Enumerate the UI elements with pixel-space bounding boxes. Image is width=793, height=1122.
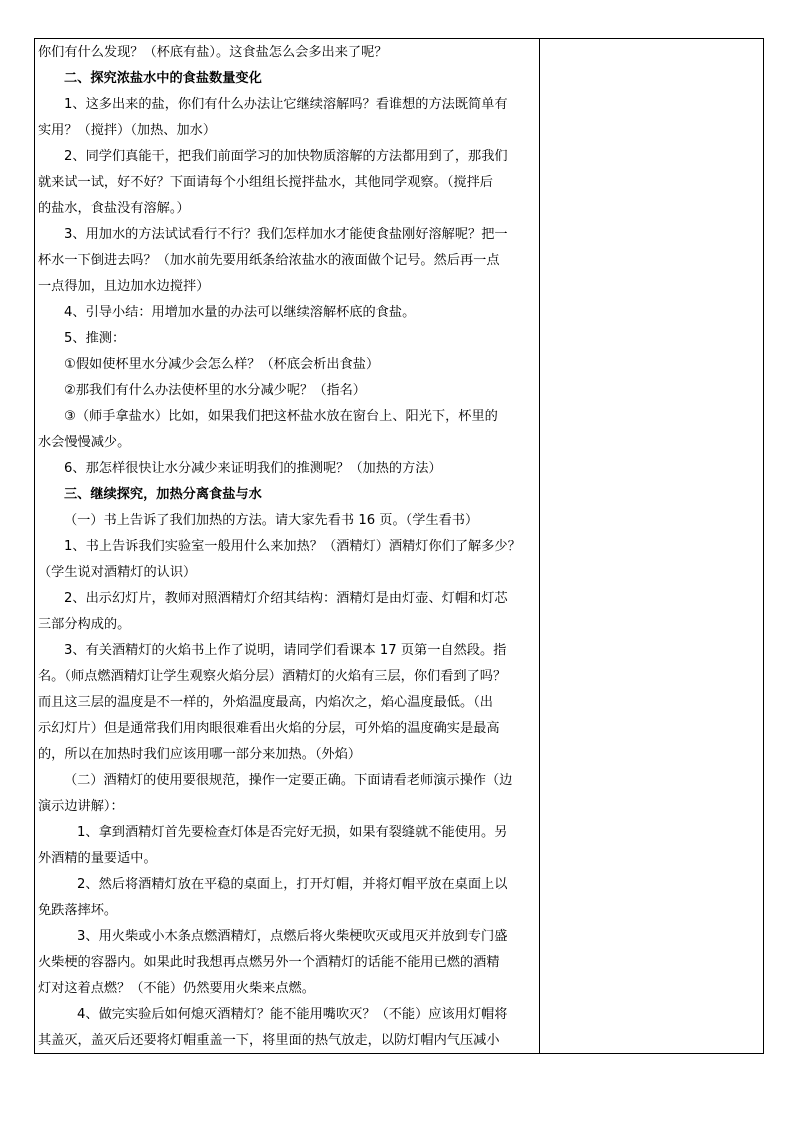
text-line: 实用？（搅拌）（加热、加水） [38, 123, 217, 138]
text-line: 的盐水，食盐没有溶解。） [38, 201, 190, 216]
text-line: 4、引导小结：用增加水量的办法可以继续溶解杯底的食盐。 [64, 305, 416, 320]
text-line: 的，所以在加热时我们应该用哪一部分来加热。（外焰） [38, 747, 362, 762]
text-line: 3、用加水的方法试试看行不行？我们怎样加水才能使食盐刚好溶解呢？把一 [64, 227, 508, 242]
text-line: 名。（师点燃酒精灯让学生观察火焰分层）酒精灯的火焰有三层，你们看到了吗？ [38, 669, 507, 684]
text-line: 4、做完实验后如何熄灭酒精灯？能不能用嘴吹灭？（不能）应该用灯帽将 [77, 1007, 508, 1022]
text-line: 3、有关酒精灯的火焰书上作了说明，请同学们看课本 17 页第一自然段。指 [64, 643, 507, 658]
text-line: 2、然后将酒精灯放在平稳的桌面上，打开灯帽，并将灯帽平放在桌面上以 [77, 877, 508, 892]
text-line: ③（师手拿盐水）比如，如果我们把这杯盐水放在窗台上、阳光下，杯里的 [64, 409, 498, 424]
text-line: 一点得加，且边加水边搅拌） [38, 279, 210, 294]
section-heading: 二、探究浓盐水中的食盐数量变化 [64, 71, 262, 86]
text-line: 其盖灭，盖灭后还要将灯帽重盖一下，将里面的热气放走，以防灯帽内气压减小 [38, 1033, 500, 1048]
text-line: 灯对这着点燃？（不能）仍然要用火柴来点燃。 [38, 981, 315, 996]
text-line: 火柴梗的容器内。如果此时我想再点燃另外一个酒精灯的话能不能用已燃的酒精 [38, 955, 500, 970]
text-line: 水会慢慢减少。 [38, 435, 131, 450]
text-line: 3、用火柴或小木条点燃酒精灯，点燃后将火柴梗吹灭或甩灭并放到专门盛 [77, 929, 508, 944]
text-line: 1、拿到酒精灯首先要检查灯体是否完好无损，如果有裂缝就不能使用。另 [77, 825, 508, 840]
text-line: 演示边讲解）： [38, 799, 124, 814]
text-line: ②那我们有什么办法使杯里的水分减少呢？（指名） [64, 383, 366, 398]
text-line: 1、书上告诉我们实验室一般用什么来加热？（酒精灯）酒精灯你们了解多少？ [64, 539, 521, 554]
text-line: （学生说对酒精灯的认识） [38, 565, 197, 580]
text-line: 就来试一试，好不好？下面请每个小组组长搅拌盐水，其他同学观察。（搅拌后 [38, 175, 493, 190]
text-line: （一）书上告诉了我们加热的方法。请大家先看书 16 页。（学生看书） [64, 513, 479, 528]
text-line: 而且这三层的温度是不一样的，外焰温度最高，内焰次之，焰心温度最低。（出 [38, 695, 493, 710]
text-line: 5、推测： [64, 331, 126, 346]
text-line: 免跌落摔坏。 [38, 903, 118, 918]
notes-cell [540, 39, 763, 1053]
text-line: 外酒精的量要适中。 [38, 851, 157, 866]
text-line: （二）酒精灯的使用要很规范，操作一定要正确。下面请看老师演示操作（边 [64, 773, 513, 788]
text-line: 2、出示幻灯片，教师对照酒精灯介绍其结构：酒精灯是由灯壶、灯帽和灯芯 [64, 591, 508, 606]
text-line: 杯水一下倒进去吗？（加水前先要用纸条给浓盐水的液面做个记号。然后再一点 [38, 253, 500, 268]
text-line: 1、这多出来的盐，你们有什么办法让它继续溶解吗？看谁想的方法既简单有 [64, 97, 508, 112]
text-line: 6、那怎样很快让水分减少来证明我们的推测呢？（加热的方法） [64, 461, 442, 476]
text-line: 三部分构成的。 [38, 617, 131, 632]
text-line: 你们有什么发现？（杯底有盐）。这食盐怎么会多出来了呢？ [38, 45, 388, 60]
section-heading: 三、继续探究，加热分离食盐与水 [64, 487, 262, 502]
text-line: 示幻灯片）但是通常我们用肉眼很难看出火焰的分层，可外焰的温度确实是最高 [38, 721, 500, 736]
text-line: ①假如使杯里水分减少会怎么样？（杯底会析出食盐） [64, 357, 380, 372]
text-line: 2、同学们真能干，把我们前面学习的加快物质溶解的方法都用到了，那我们 [64, 149, 508, 164]
